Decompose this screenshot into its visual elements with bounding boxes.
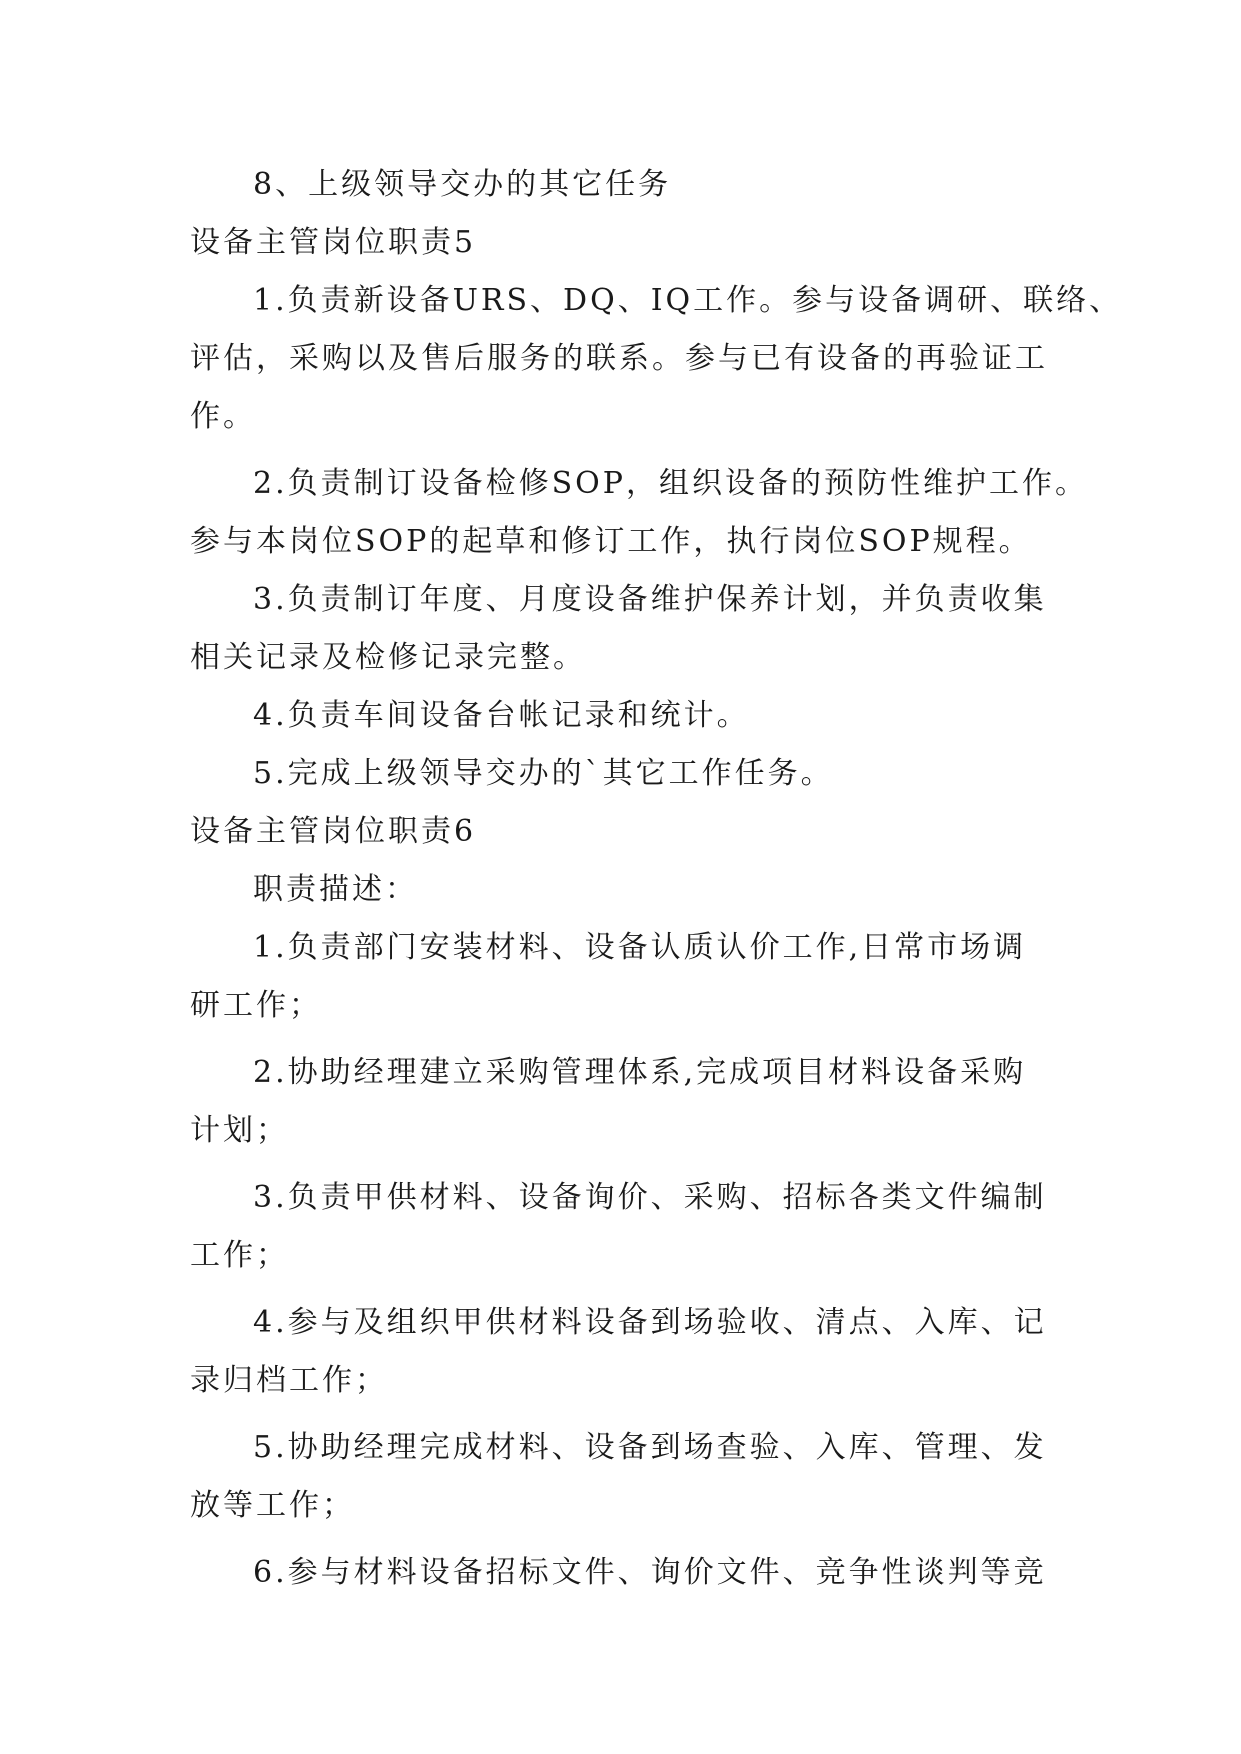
- duty-item-3: 3.负责制订年度、月度设备维护保养计划，并负责收集: [253, 582, 1047, 617]
- duty-item-1: 1.负责部门安装材料、设备认质认价工作,日常市场调: [253, 930, 1027, 965]
- duty-item-5: 5.完成上级领导交办的`其它工作任务。: [253, 756, 834, 791]
- duty-item-3: 3.负责甲供材料、设备询价、采购、招标各类文件编制: [253, 1180, 1047, 1215]
- duty-item-1-cont: 作。: [190, 399, 256, 434]
- duty-item-1-cont: 研工作；: [190, 988, 322, 1023]
- section-heading-6: 设备主管岗位职责6: [190, 814, 477, 849]
- duty-item-2: 2.协助经理建立采购管理体系,完成项目材料设备采购: [253, 1055, 1027, 1090]
- task-item-8: 8、上级领导交办的其它任务: [253, 167, 672, 202]
- duty-item-5-cont: 放等工作；: [190, 1488, 355, 1523]
- duty-item-2-cont: 计划；: [190, 1113, 289, 1148]
- duty-item-4-cont: 录归档工作；: [190, 1363, 388, 1398]
- duty-item-2-cont: 参与本岗位SOP的起草和修订工作，执行岗位SOP规程。: [190, 524, 1032, 559]
- duty-item-3-cont: 相关记录及检修记录完整。: [190, 640, 586, 675]
- section-heading-5: 设备主管岗位职责5: [190, 225, 477, 260]
- duty-item-4: 4.参与及组织甲供材料设备到场验收、清点、入库、记: [253, 1305, 1047, 1340]
- duty-item-5: 5.协助经理完成材料、设备到场查验、入库、管理、发: [253, 1430, 1047, 1465]
- duty-item-2: 2.负责制订设备检修SOP，组织设备的预防性维护工作。: [253, 466, 1088, 501]
- duty-item-3-cont: 工作；: [190, 1238, 289, 1273]
- duty-item-1: 1.负责新设备URS、DQ、IQ工作。参与设备调研、联络、: [253, 283, 1123, 318]
- duty-item-6: 6.参与材料设备招标文件、询价文件、竞争性谈判等竞: [253, 1555, 1047, 1590]
- duty-description-label: 职责描述：: [253, 872, 418, 907]
- duty-item-4: 4.负责车间设备台帐记录和统计。: [253, 698, 750, 733]
- duty-item-1-cont: 评估，采购以及售后服务的联系。参与已有设备的再验证工: [190, 341, 1048, 376]
